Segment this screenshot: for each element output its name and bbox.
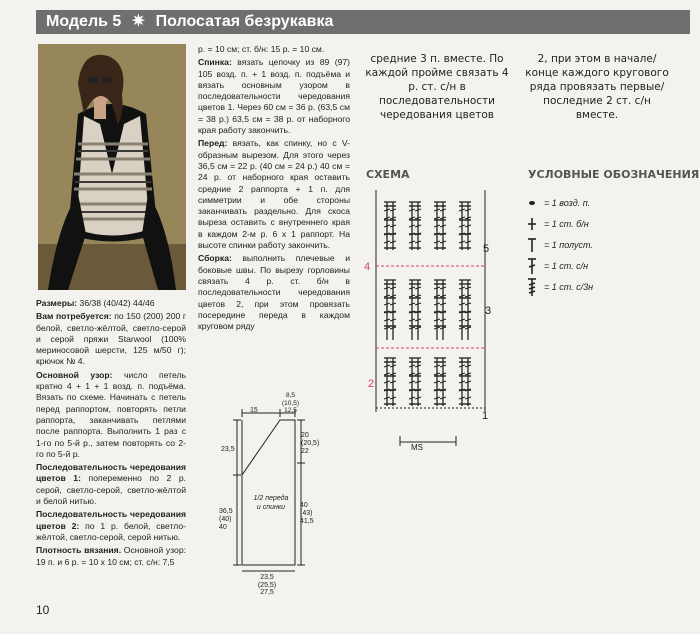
right-text-column-b: 2, при этом в начале/конце каждого кругового ряда провязать первые/последние 2 ст. с/н вместе. — [525, 53, 669, 121]
legend-label: = 1 ст. б/н — [544, 218, 589, 229]
page-header — [36, 10, 690, 34]
dim-right-body — [300, 502, 314, 526]
dim-value: 12,5 — [284, 407, 297, 414]
dim-value: (10,5) — [282, 399, 299, 407]
dim-right-top — [301, 432, 319, 456]
row-label-2: 2 — [368, 378, 375, 390]
page-number: 10 — [36, 603, 50, 617]
density-value: Основной узор: 19 п. и 6 р. = 10 х 10 см; ст. с/н: 7,5 — [36, 545, 186, 567]
single-crochet-icon — [524, 214, 542, 234]
sizes-label: Размеры: — [36, 298, 78, 308]
star-icon: ✷ — [131, 13, 146, 30]
dim-top-shoulder — [282, 392, 299, 415]
chain-stitch-icon — [524, 193, 542, 213]
front-value: вязать, как спинку, но с V-образным вырезом. Для этого через 36,5 см = 22 р. (40 см = 24 р.) 40 см = 24 р. от наборного края оставить средние 2 раппорта + 1 п. для симметрии и обе стороны заканчивать раздельно. Для скоса выреза оставить с внутреннего края в каждом 2-м р. 6 х 1 раппорт. На высоте спинки работу закончить. — [198, 138, 351, 251]
dim-left-body — [219, 508, 233, 532]
assembly-label: Сборка: — [198, 253, 232, 264]
density-label: Плотность вязания. — [36, 545, 122, 556]
dim-value: 8,5 — [285, 392, 296, 399]
dim-value: (40) — [219, 516, 232, 523]
legend-title: УСЛОВНЫЕ ОБОЗНАЧЕНИЯ — [528, 168, 700, 181]
right-text-column-a: средние 3 п. вместе. По каждой пройме связать 4 р. ст. с/н в последовательности чередования цветов — [365, 53, 509, 121]
sizes-value: 36/38 (40/42) 44/46 — [79, 298, 155, 308]
back-value: вязать цепочку из 89 (97) 105 возд. п. + 1 возд. п. подъёма и вязать основным узором в последовательности чередования цветов 1. Через 60 см = 36 р. (63,5 см = 38 р.) 63,5 см = 38 р. от наборного края работу закончить. — [198, 57, 351, 136]
page-title: Полосатая безрукавка — [155, 13, 334, 30]
legend-label: = 1 ст. с/3н — [544, 281, 594, 292]
treble-crochet-icon — [524, 277, 542, 297]
dim-value: (43) — [300, 510, 313, 517]
dim-value: 20 — [301, 432, 309, 439]
row-label-5: 5 — [483, 243, 490, 255]
assembly-value: выполнить плечевые и боковые швы. По вырезу горловины связать 4 р. ст. б/н в последовательности чередования цветов 2, при этом провязать посередине переда в каждом круговом ряду — [198, 253, 350, 332]
model-number: Модель 5 — [46, 13, 122, 30]
schema-title: СХЕМА — [366, 168, 410, 181]
left-text-column — [36, 298, 186, 570]
legend-label: = 1 ст. с/н — [544, 260, 589, 271]
dim-bottom — [252, 574, 282, 597]
dim-value: 40 — [219, 524, 227, 531]
legend-item — [524, 213, 674, 234]
legend-label: = 1 полуст. — [544, 239, 593, 250]
pattern-label: Основной узор: — [36, 369, 113, 380]
legend-item — [524, 192, 674, 213]
dim-value: (20,5) — [301, 440, 320, 447]
crochet-schema — [360, 180, 500, 455]
legend — [524, 192, 674, 297]
double-crochet-icon — [524, 256, 542, 276]
density-continued: р. = 10 см; ст. б/н: 15 р. = 10 см. — [198, 44, 325, 54]
dim-value: 27,5 — [260, 589, 274, 596]
legend-item — [524, 255, 674, 276]
legend-label: = 1 возд. п. — [544, 197, 591, 208]
pattern-value: число петель кратно 4 + 1 + 1 возд. п. подъёма. Вязать по схеме. Начинать с петель перед раппортом, повторять петли раппорта, заканчивать петлями после раппорта. Выполнить 1 раз с 1-го по 5-й р., затем повторять со 2-го по 5-й р. — [36, 369, 187, 459]
row-label-4: 4 — [364, 261, 371, 273]
front-label: Перед: — [198, 138, 228, 149]
half-double-crochet-icon — [524, 235, 542, 255]
diagram-label-line: 1/2 переда — [253, 495, 289, 502]
color-seq2-value: по 1 р. белой, светло-жёлтой, светло-серой, серой нитью. — [36, 520, 186, 542]
diagram-label-line: и спинки — [256, 504, 286, 511]
back-label: Спинка: — [198, 57, 232, 68]
dim-value: 40 — [300, 502, 308, 509]
dim-top-neck: 15 — [250, 407, 258, 414]
color-seq2-label: Последовательность чередования цветов 2: — [36, 509, 186, 531]
middle-text-column — [198, 44, 350, 334]
dim-left-neck: 23,5 — [221, 446, 235, 453]
legend-item — [524, 234, 674, 255]
dim-value: 22 — [301, 448, 309, 455]
materials-value: по 150 (200) 200 г белой, светло-жёлтой, светло-серой и серой пряжи Starwool (100% мериносовой шерсти, 125 м/50 г); крючок № 4. — [36, 311, 187, 367]
row-label-3: 3 — [485, 305, 492, 317]
legend-item — [524, 276, 674, 297]
materials-label: Вам потребуется: — [36, 311, 112, 322]
dim-value: 23,5 — [260, 574, 274, 581]
color-seq1-label: Последовательность чередования цветов 1: — [36, 462, 186, 484]
dim-value: 36,5 — [219, 508, 233, 515]
diagram-center-label — [246, 494, 296, 512]
row-label-1: 1 — [482, 410, 489, 422]
dim-value: (25,5) — [257, 581, 277, 589]
repeat-label: MS — [411, 443, 423, 452]
model-photo — [38, 44, 186, 290]
color-seq1-value: попеременно по 2 р. серой, светло-серой, светло-жёлтой и белой нитью. — [36, 473, 187, 507]
dim-value: 41,5 — [300, 518, 314, 525]
